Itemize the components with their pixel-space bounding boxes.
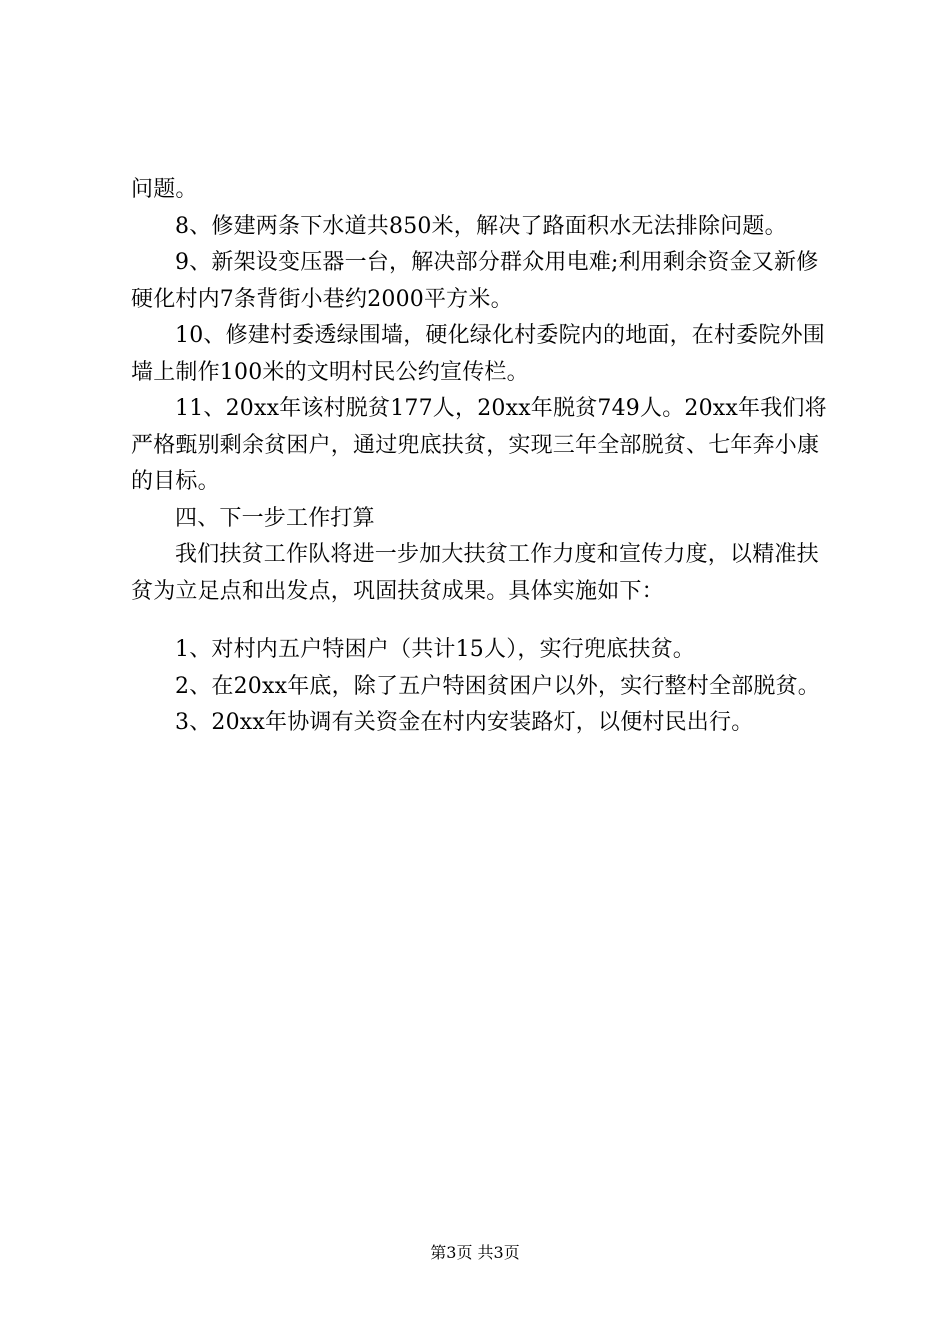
plan-item-1: 1、对村内五户特困户（共计15人），实行兜底扶贫。 [175, 637, 695, 662]
paragraph-item-11: 11、20xx年该村脱贫177人，20xx年脱贫749人。20xx年我们将严格甄别剩余贫困户，通过兜底扶贫，实现三年全部脱贫、七年奔小康的目标。 [131, 396, 827, 494]
paragraph-intro: 我们扶贫工作队将进一步加大扶贫工作力度和宣传力度，以精准扶贫为立足点和出发点，巩固扶贫成果。具体实施如下： [131, 542, 819, 604]
paragraph-item-10: 10、修建村委透绿围墙，硬化绿化村委院内的地面，在村委院外围墙上制作100米的文明村民公约宣传栏。 [131, 323, 825, 385]
paragraph-item-9: 9、新架设变压器一台，解决部分群众用电难;利用剩余资金又新修硬化村内7条背街小巷约2000平方米。 [131, 250, 819, 312]
plan-item-3: 3、20xx年协调有关资金在村内安装路灯，以便村民出行。 [175, 710, 754, 735]
plan-item-2: 2、在20xx年底，除了五户特困贫困户以外，实行整村全部脱贫。 [175, 673, 821, 699]
paragraph-item-8: 8、修建两条下水道共850米，解决了路面积水无法排除问题。 [175, 213, 787, 239]
paragraph-continuation: 问题。 [131, 177, 198, 202]
document-body [131, 172, 831, 742]
section-heading: 四、下一步工作打算 [175, 505, 375, 531]
page-footer: 第3页 共3页 [430, 1243, 520, 1262]
